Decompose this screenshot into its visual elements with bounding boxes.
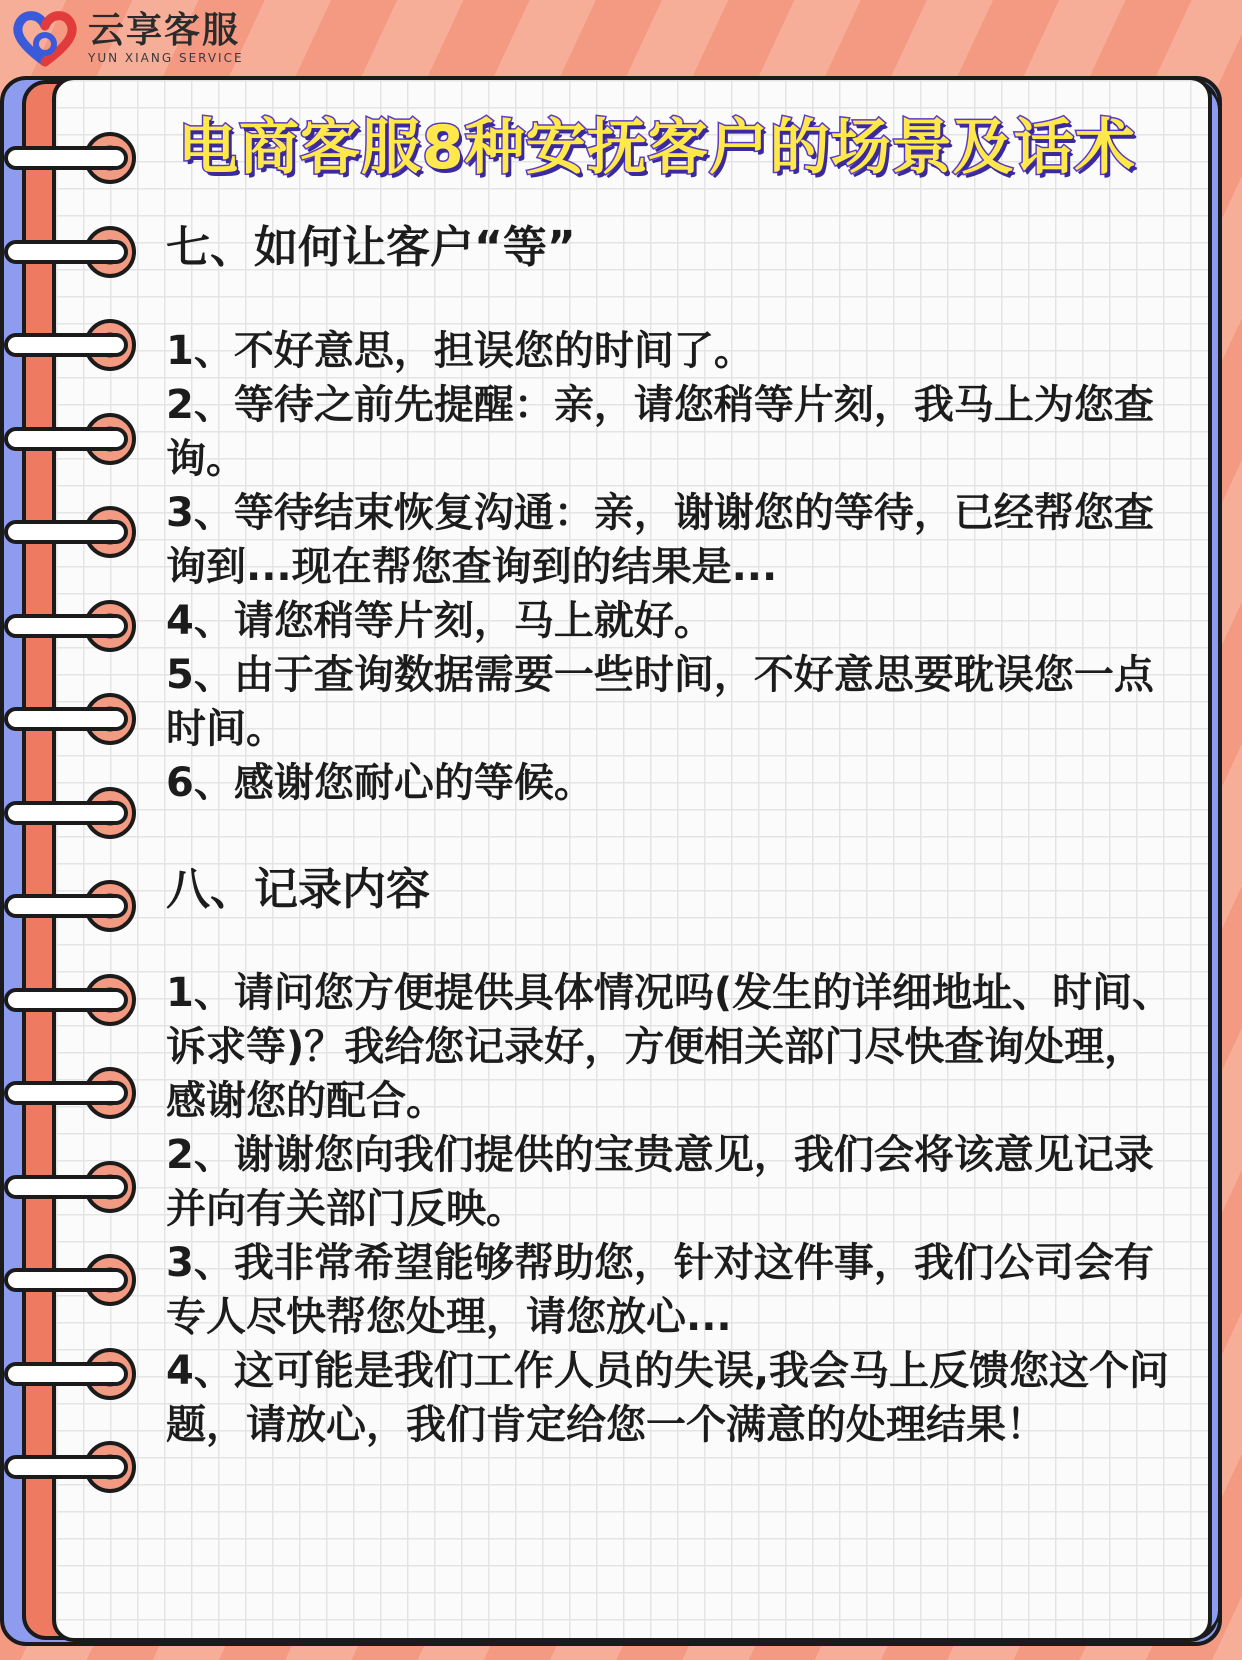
- content-area: [166, 220, 1176, 1452]
- spiral-ring: [0, 1437, 150, 1497]
- spiral-ring: [0, 1250, 150, 1310]
- spiral-ring: [0, 409, 150, 469]
- spiral-ring: [0, 689, 150, 749]
- list-item: 1、请问您方便提供具体情况吗(发生的详细地址、时间、诉求等)？我给您记录好，方便相关部门尽快查询处理，感谢您的配合。: [166, 970, 1173, 1124]
- spiral-ring: [0, 1063, 150, 1123]
- list-item: 2、等待之前先提醒：亲，请您稍等片刻，我马上为您查询。: [166, 382, 1154, 482]
- page-title: 电商客服8种安抚客户的场景及话术: [178, 113, 1136, 183]
- list-item: 4、请您稍等片刻，马上就好。: [166, 598, 714, 644]
- brand-logo: [10, 8, 244, 68]
- spiral-ring: [0, 783, 150, 843]
- section-heading-wait: 七、如何让客户“等”: [166, 222, 576, 273]
- brand-name-cn: 云享客服: [88, 10, 241, 51]
- list-item: 6、感谢您耐心的等候。: [166, 760, 594, 806]
- spiral-ring: [0, 970, 150, 1030]
- list-item: 3、等待结束恢复沟通：亲，谢谢您的等待，已经帮您查询到...现在帮您查询到的结果是...: [166, 490, 1154, 590]
- brand-name-en: YUN XIANG SERVICE: [88, 51, 244, 65]
- section-heading-record: 八、记录内容: [166, 864, 430, 915]
- spiral-ring: [0, 596, 150, 656]
- spiral-ring: [0, 315, 150, 375]
- spiral-ring: [0, 128, 150, 188]
- list-item: 4、这可能是我们工作人员的失误,我会马上反馈您这个问题，请放心，我们肯定给您一个满意的处理结果！: [166, 1348, 1170, 1448]
- spiral-ring: [0, 222, 150, 282]
- list-item: 2、谢谢您向我们提供的宝贵意见，我们会将该意见记录并向有关部门反映。: [166, 1132, 1154, 1232]
- list-item: 1、不好意思，担误您的时间了。: [166, 328, 754, 374]
- spiral-ring: [0, 876, 150, 936]
- list-item: 5、由于查询数据需要一些时间，不好意思要耽误您一点时间。: [166, 652, 1154, 752]
- heart-loop-logo-icon: [10, 8, 80, 68]
- spiral-ring: [0, 1157, 150, 1217]
- spiral-ring: [0, 502, 150, 562]
- spiral-ring: [0, 1344, 150, 1404]
- list-item: 3、我非常希望能够帮助您，针对这件事，我们公司会有专人尽快帮您处理，请您放心...: [166, 1240, 1154, 1340]
